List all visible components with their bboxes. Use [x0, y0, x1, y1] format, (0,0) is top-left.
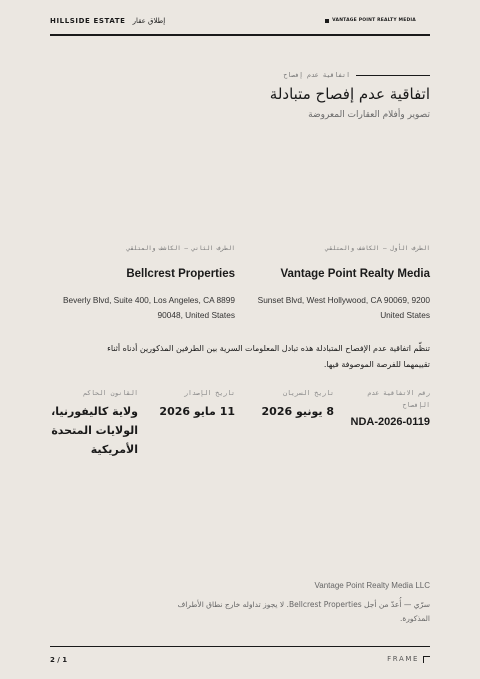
square-icon: [325, 19, 329, 23]
brand-name-ar: إطلاق عقار: [132, 17, 166, 25]
frame-text: FRAME: [387, 655, 419, 663]
meta-effective-value: 8 يونيو 2026: [261, 405, 334, 418]
intro-paragraph: تنظّم اتفاقية عدم الإفصاح المتبادلة هذه تبادل المعلومات السرية بين الطرفين المذكورين أدناه أثناء تقييمهما للفرصة الموصوفة فيها.: [107, 344, 430, 369]
party-first-address: Sunset Blvd, West Hollywood, CA 90069, 9200 United States: [257, 295, 430, 320]
doc-subtitle: تصوير وأفلام العقارات المعروضة: [308, 110, 430, 120]
party-first-name: Vantage Point Realty Media: [280, 268, 430, 280]
meta-law-label: القانون الحاكم: [83, 389, 138, 397]
eyebrow-line: [356, 75, 430, 76]
meta-effective-label: تاريخ السريان: [283, 389, 334, 397]
doc-title: اتفاقية عدم إفصاح متبادلة: [269, 85, 430, 103]
brand-name: HILLSIDE ESTATE: [50, 17, 126, 25]
issuer-name: Vantage Point Realty Media LLC: [314, 581, 430, 590]
page-number: 2 / 1: [50, 656, 68, 664]
meta-issued-value: 11 مايو 2026: [159, 405, 235, 418]
header-rule: [50, 34, 430, 36]
eyebrow-text: اتفاقية عدم إفصاح: [283, 71, 350, 79]
party-first-label: الطرف الأول — الكاشف والمتلقي: [325, 245, 430, 252]
doc-eyebrow: [283, 71, 430, 79]
meta-law: [50, 387, 138, 459]
meta-effective: [249, 387, 334, 421]
party-second-name: Bellcrest Properties: [126, 268, 235, 280]
meta-law-value: ولاية كاليفورنيا، الولايات المتحدة الأمريكية: [51, 405, 138, 456]
party-second-label: الطرف الثاني — الكاشف والمتلقي: [126, 245, 235, 252]
confidential-note: سرّي — أُعدّ من أجل Bellcrest Properties. لا يجوز تداوله خارج نطاق الأطراف المذكورة.: [177, 600, 430, 623]
meta-issued-label: تاريخ الإصدار: [184, 389, 235, 397]
company-label: VANTAGE POINT REALTY MEDIA: [332, 18, 416, 23]
meta-ref-value: NDA-2026-0119: [350, 416, 430, 428]
meta-issued: [150, 387, 235, 421]
brand-header: [50, 17, 165, 25]
frame-label: [387, 655, 430, 663]
meta-ref-label: رقم الاتفاقية عدم الإفصاح: [367, 389, 430, 409]
meta-ref: [345, 387, 430, 432]
party-second-address: Beverly Blvd, Suite 400, Los Angeles, CA 8899 90048, United States: [62, 295, 235, 320]
footer-rule: [50, 646, 430, 647]
header-right: [325, 18, 416, 23]
frame-corner-icon: [423, 656, 430, 663]
